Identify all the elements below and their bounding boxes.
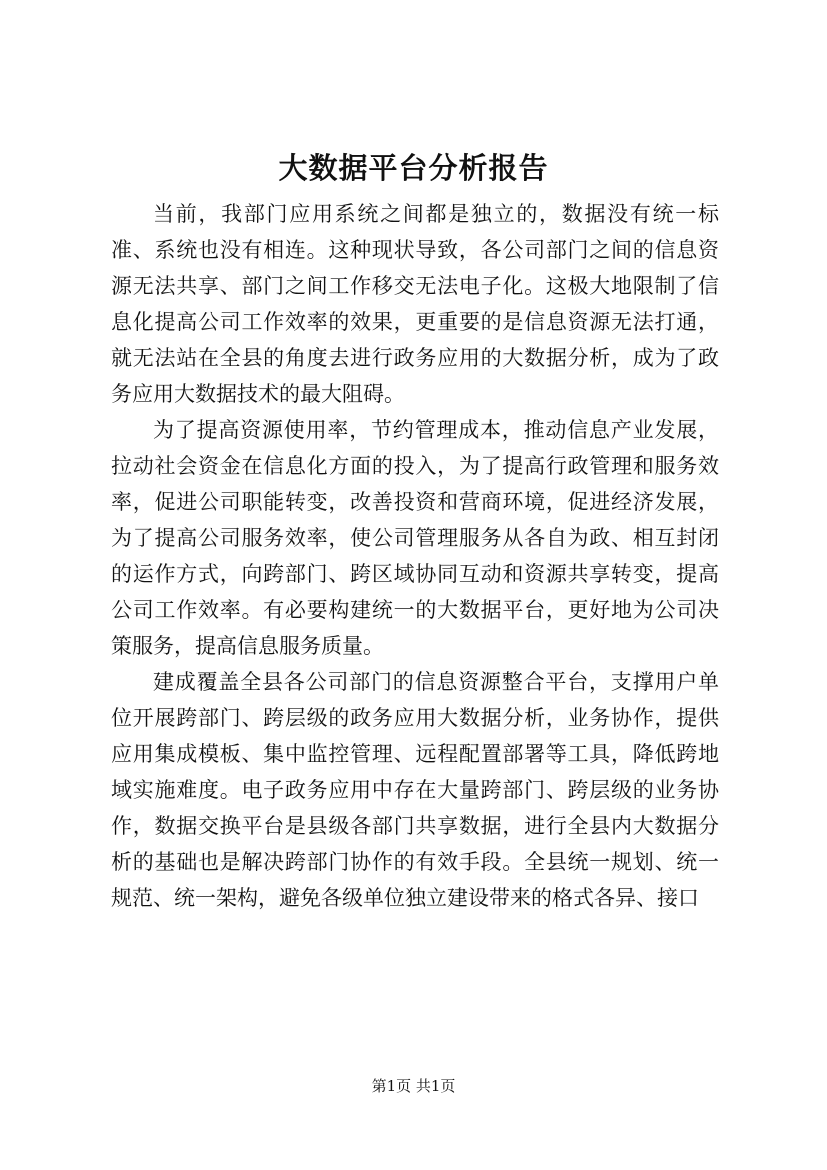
document-body <box>111 196 719 916</box>
paragraph-2: 为了提高资源使用率，节约管理成本，推动信息产业发展，拉动社会资金在信息化方面的投入，为了提高行政管理和服务效率，促进公司职能转变，改善投资和营商环境，促进经济发展，为了提高公司服务效率，使公司管理服务从各自为政、相互封闭的运作方式，向跨部门、跨区域协同互动和资源共享转变，提高公司工作效率。有必要构建统一的大数据平台，更好地为公司决策服务，提高信息服务质量。 <box>111 418 719 658</box>
document-title: 大数据平台分析报告 <box>278 151 549 185</box>
paragraph-3: 建成覆盖全县各公司部门的信息资源整合平台，支撑用户单位开展跨部门、跨层级的政务应用大数据分析，业务协作，提供应用集成模板、集中监控管理、远程配置部署等工具，降低跨地域实施难度。电子政务应用中存在大量跨部门、跨层级的业务协作，数据交换平台是县级各部门共享数据，进行全县内大数据分析的基础也是解决跨部门协作的有效手段。全县统一规划、统一规范、统一架构，避免各级单位独立建设带来的格式各异、接口 <box>111 670 719 910</box>
page-footer: 第1页 共1页 <box>371 1077 456 1095</box>
paragraph-1: 当前，我部门应用系统之间都是独立的，数据没有统一标准、系统也没有相连。这种现状导致，各公司部门之间的信息资源无法共享、部门之间工作移交无法电子化。这极大地限制了信息化提高公司工作效率的效果，更重要的是信息资源无法打通，就无法站在全县的角度去进行政务应用的大数据分析，成为了政务应用大数据技术的最大阻碍。 <box>111 202 719 406</box>
